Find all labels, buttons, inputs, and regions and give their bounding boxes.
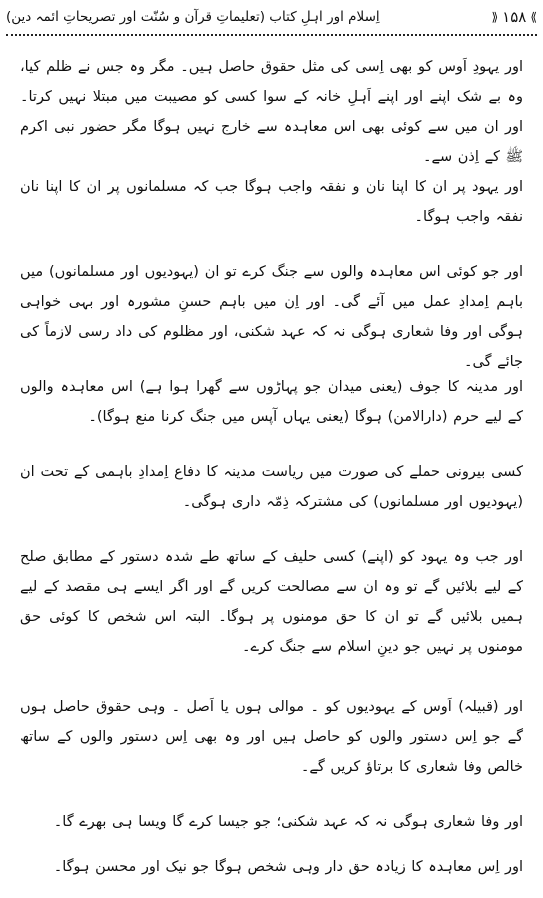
paragraph-8: اور وفا شعاری ہوگی نہ کہ عہد شکنی؛ جو جیسا کرے گا ویسا ہی بھرے گا۔ [53, 814, 523, 830]
page-header [6, 4, 537, 30]
paragraph-7: اور (قبیلہ) اَوس کے یہودیوں کو ۔ موالی ہوں یا اَصل ۔ وہی حقوق حاصل ہوں گے جو اِس دستور والوں کو حاصل ہیں اور وہ بھی اِس دستور والوں کے ساتھ خالص وفا شعاری کا برتاؤ کریں گے۔ [20, 699, 523, 775]
paragraph-1: اور یہودِ اَوس کو بھی اِسی کی مثل حقوق حاصل ہیں۔ مگر وہ جس نے ظلم کیا، وہ بے شک اپنے اور اپنے اَہلِ خانہ کے سوا کسی کو مصیبت میں مبتلا نہیں کرتا۔ اور ان میں سے کوئی بھی اس معاہدہ سے خارج نہیں ہوگا مگر حضور نبی اکرم ﷺ کے اِذن سے۔ [20, 59, 523, 165]
page-number: ۱۵۸ [502, 8, 527, 26]
ornament-right-icon: ⟫ [530, 10, 537, 24]
paragraph-6: اور جب وہ یہود کو (اپنے) کسی حلیف کے ساتھ طے شدہ دستور کے مطابق صلح کے لیے بلائیں گے تو وہ ان سے مصالحت کریں گے اور اگر ایسے ہی مقصد کے لیے ہمیں بلائیں گے تو ان کا حق مومنوں پر ہوگا۔ البتہ اس شخص کا کوئی حق مومنوں پر نہیں جو دینِ اسلام سے جنگ کرے۔ [20, 549, 523, 655]
paragraph-5: کسی بیرونی حملے کی صورت میں ریاست مدینہ کا دفاع اِمدادِ باہمی کے تحت ان (یہودیوں اور مسلمانوں) کی مشترکہ ذِمّہ داری ہوگی۔ [20, 464, 523, 510]
paragraph-4: اور مدینہ کا جوف (یعنی میدان جو پہاڑوں سے گھرا ہوا ہے) اس معاہدہ والوں کے لیے حرم (دارالامن) ہوگا (یعنی یہاں آپس میں جنگ کرنا منع ہوگا)۔ [20, 379, 523, 425]
page-number-box [491, 8, 537, 26]
paragraph-3: اور جو کوئی اس معاہدہ والوں سے جنگ کرے تو ان (یہودیوں اور مسلمانوں) میں باہم اِمدادِ عمل میں آئے گی۔ اور اِن میں باہم حسنِ مشورہ اور بہی خواہی ہوگی اور وفا شعاری ہوگی نہ کہ عہد شکنی، اور مظلوم کی داد رسی لازماً کی جائے گی۔ [20, 264, 523, 370]
paragraph-2: اور یہود پر ان کا اپنا نان و نفقہ واجب ہوگا جب کہ مسلمانوں پر ان کا اپنا نان نفقہ واجب ہوگا۔ [20, 179, 523, 225]
header-divider [6, 34, 537, 36]
running-header-title: اِسلام اور اہلِ کتاب (تعلیماتِ قرآن و سُنّت اور تصریحاتِ ائمہ دین) [6, 9, 380, 25]
paragraph-9: اور اِس معاہدہ کا زیادہ حق دار وہی شخص ہوگا جو نیک اور محسن ہوگا۔ [53, 859, 523, 875]
ornament-left-icon: ⟪ [491, 10, 499, 24]
